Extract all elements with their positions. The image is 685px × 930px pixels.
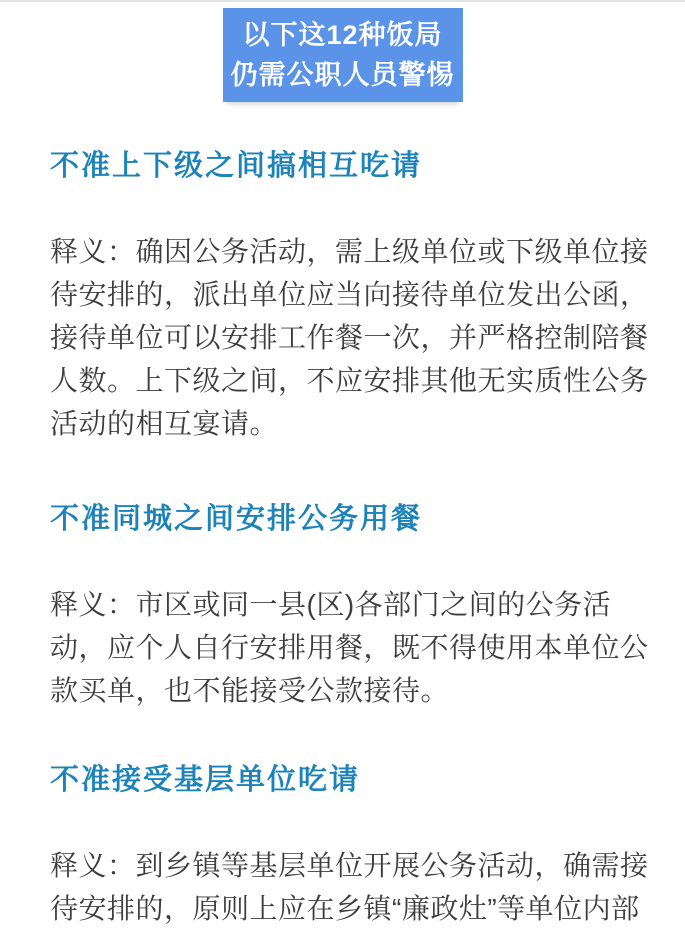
title-banner <box>223 8 463 102</box>
paragraph-line: 释义：市区或同一县(区)各部门之间的公务活 <box>50 589 612 620</box>
paragraph-line: 释义：确因公务活动，需上级单位或下级单位接 <box>50 236 649 267</box>
paragraph-line: 活动的相互宴请。 <box>50 408 279 439</box>
section-heading-1: 不准上下级之间搞相互吃请 <box>50 150 423 182</box>
paragraph-line: 待安排的，原则上应在乡镇“廉政灶”等单位内部 <box>50 893 640 924</box>
article-body <box>0 150 685 930</box>
paragraph-line: 款买单，也不能接受公款接待。 <box>50 675 450 706</box>
paragraph-line: 接待单位可以安排工作餐一次，并严格控制陪餐 <box>50 322 649 353</box>
top-divider <box>0 0 685 2</box>
title-banner-line-2: 仍需公职人员警惕 <box>230 60 455 90</box>
section-paragraph-2 <box>50 583 649 712</box>
section-heading-2: 不准同城之间安排公务用餐 <box>50 503 423 535</box>
section-paragraph-1 <box>50 230 649 445</box>
paragraph-line: 待安排的，派出单位应当向接待单位发出公函， <box>50 279 649 310</box>
paragraph-line: 释义：到乡镇等基层单位开展公务活动，确需接 <box>50 850 649 881</box>
section-heading-3: 不准接受基层单位吃请 <box>50 764 361 796</box>
paragraph-line: 人数。上下级之间，不应安排其他无实质性公务 <box>50 365 649 396</box>
title-banner-line-1: 以下这12种饭局 <box>242 20 443 50</box>
section-paragraph-3 <box>50 844 649 930</box>
paragraph-line: 动，应个人自行安排用餐，既不得使用本单位公 <box>50 632 649 663</box>
